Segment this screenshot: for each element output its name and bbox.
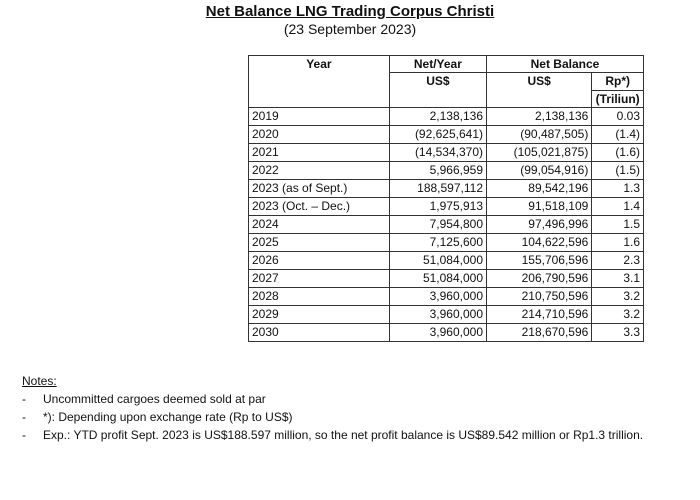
cell-net-balance: 97,496,996 <box>487 216 592 234</box>
cell-year: 2027 <box>249 270 390 288</box>
header-year: Year <box>249 56 390 108</box>
note-item <box>22 426 643 444</box>
table-row <box>249 108 644 126</box>
note-bullet: - <box>22 428 26 442</box>
cell-net-year: (14,534,370) <box>389 144 486 162</box>
cell-rp: 3.2 <box>592 306 644 324</box>
cell-net-year: 7,125,600 <box>389 234 486 252</box>
cell-rp: (1.6) <box>592 144 644 162</box>
cell-net-balance: 214,710,596 <box>487 306 592 324</box>
cell-net-year: 1,975,913 <box>389 198 486 216</box>
note-item <box>22 408 643 426</box>
cell-rp: 3.1 <box>592 270 644 288</box>
cell-net-balance: 91,518,109 <box>487 198 592 216</box>
document-subtitle: (23 September 2023) <box>283 21 417 37</box>
cell-net-balance: (105,021,875) <box>487 144 592 162</box>
cell-net-year: 5,966,959 <box>389 162 486 180</box>
cell-net-year: 3,960,000 <box>389 324 486 342</box>
cell-net-year: (92,625,641) <box>389 126 486 144</box>
cell-year: 2023 (as of Sept.) <box>249 180 390 198</box>
cell-year: 2020 <box>249 126 390 144</box>
cell-net-balance: 206,790,596 <box>487 270 592 288</box>
header-net-year: Net/Year <box>389 56 486 73</box>
header-net-year-currency: US$ <box>389 73 486 108</box>
table-row <box>249 198 644 216</box>
notes-section <box>22 372 643 444</box>
table-row <box>249 126 644 144</box>
table-header <box>249 56 644 108</box>
cell-rp: 1.4 <box>592 198 644 216</box>
note-text: *): Depending upon exchange rate (Rp to US$) <box>43 410 293 424</box>
cell-net-year: 188,597,112 <box>389 180 486 198</box>
table-row <box>249 252 644 270</box>
cell-rp: 3.2 <box>592 288 644 306</box>
cell-net-balance: 2,138,136 <box>487 108 592 126</box>
cell-year: 2021 <box>249 144 390 162</box>
cell-year: 2025 <box>249 234 390 252</box>
cell-net-balance: 155,706,596 <box>487 252 592 270</box>
cell-rp: 1.5 <box>592 216 644 234</box>
table-row <box>249 162 644 180</box>
cell-net-year: 3,960,000 <box>389 288 486 306</box>
cell-net-balance: 104,622,596 <box>487 234 592 252</box>
note-bullet: - <box>22 392 26 406</box>
cell-rp: 3.3 <box>592 324 644 342</box>
cell-year: 2019 <box>249 108 390 126</box>
notes-heading: Notes: <box>22 374 57 388</box>
cell-net-year: 3,960,000 <box>389 306 486 324</box>
cell-year: 2029 <box>249 306 390 324</box>
note-item <box>22 390 643 408</box>
header-net-balance: Net Balance <box>487 56 644 73</box>
cell-year: 2030 <box>249 324 390 342</box>
document-title: Net Balance LNG Trading Corpus Christi <box>205 3 495 20</box>
cell-net-year: 2,138,136 <box>389 108 486 126</box>
table-row <box>249 144 644 162</box>
cell-net-balance: (99,054,916) <box>487 162 592 180</box>
cell-rp: 2.3 <box>592 252 644 270</box>
cell-rp: 1.6 <box>592 234 644 252</box>
table-row <box>249 270 644 288</box>
note-text: Exp.: YTD profit Sept. 2023 is US$188.597 million, so the net profit balance is US$89.542 million or Rp1.3 trillion. <box>43 428 644 442</box>
note-bullet: - <box>22 410 26 424</box>
cell-year: 2026 <box>249 252 390 270</box>
table-row <box>249 216 644 234</box>
table-row <box>249 306 644 324</box>
table-row <box>249 234 644 252</box>
cell-rp: (1.5) <box>592 162 644 180</box>
cell-net-balance: 89,542,196 <box>487 180 592 198</box>
cell-year: 2024 <box>249 216 390 234</box>
net-balance-table <box>248 55 644 342</box>
cell-year: 2023 (Oct. – Dec.) <box>249 198 390 216</box>
cell-rp: 0.03 <box>592 108 644 126</box>
cell-net-balance: (90,487,505) <box>487 126 592 144</box>
cell-net-balance: 218,670,596 <box>487 324 592 342</box>
table-row <box>249 324 644 342</box>
cell-net-year: 51,084,000 <box>389 252 486 270</box>
header-net-balance-currency: US$ <box>487 73 592 108</box>
note-text: Uncommitted cargoes deemed sold at par <box>43 392 266 406</box>
header-rp: Rp*) <box>592 73 644 91</box>
table-row <box>249 288 644 306</box>
table-row <box>249 180 644 198</box>
table-body <box>249 108 644 342</box>
cell-rp: 1.3 <box>592 180 644 198</box>
cell-year: 2022 <box>249 162 390 180</box>
cell-year: 2028 <box>249 288 390 306</box>
cell-net-balance: 210,750,596 <box>487 288 592 306</box>
header-triliun: (Triliun) <box>592 91 644 108</box>
cell-rp: (1.4) <box>592 126 644 144</box>
cell-net-year: 7,954,800 <box>389 216 486 234</box>
cell-net-year: 51,084,000 <box>389 270 486 288</box>
